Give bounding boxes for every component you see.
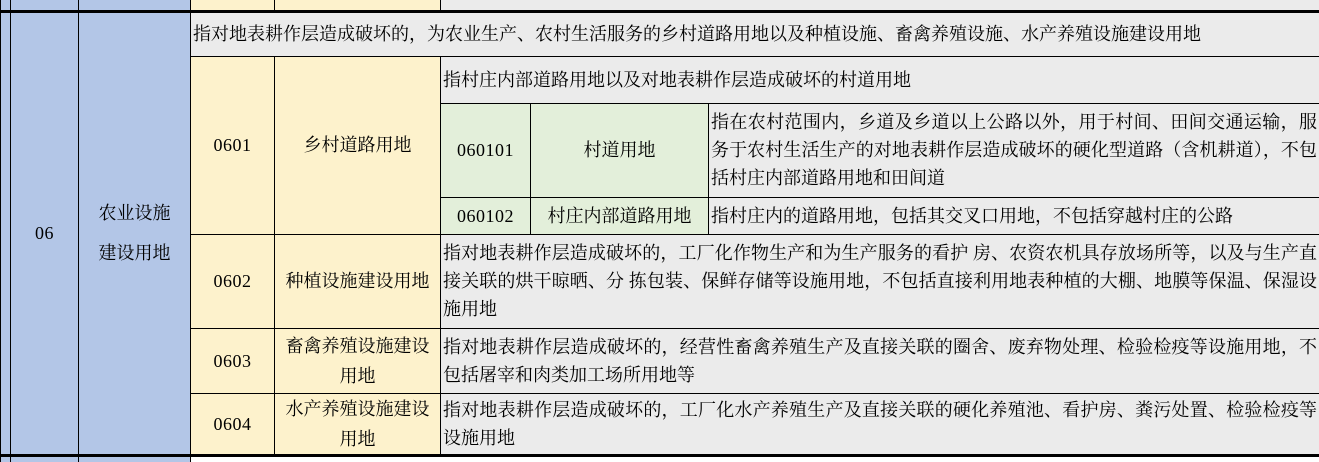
margin-cell [1, 11, 11, 455]
code-cell-060101: 060101 [441, 103, 531, 197]
partial-cell [275, 0, 441, 11]
description-cell-060102: 指村庄内的道路用地，包括其交叉口用地，不包括穿越村庄的公路 [709, 197, 1319, 234]
partial-cell [1, 0, 11, 11]
code-cell-060102: 060102 [441, 197, 531, 234]
code-cell-0602: 0602 [191, 234, 275, 328]
name-cell-0601: 乡村道路用地 [275, 56, 441, 234]
table-row [1, 0, 1319, 11]
code-cell-0601: 0601 [191, 56, 275, 234]
description-cell-0601: 指村庄内部道路用地以及对地表耕作层造成破坏的村道用地 [441, 56, 1319, 103]
name-cell-0603: 畜禽养殖设施建设用地 [275, 328, 441, 393]
description-cell-0602: 指对地表耕作层造成破坏的，工厂化作物生产和为生产服务的看护 房、农资农机具存放场所等，以及与生产直接关联的烘干晾晒、分 拣包装、保鲜存储等设施用地，不包括直接利用地表种植的大棚、地膜等保温、保湿设施用地 [441, 234, 1319, 328]
partial-cell [191, 0, 275, 11]
partial-cell [11, 0, 79, 11]
table-row [1, 234, 1319, 328]
name-cell-060101: 村道用地 [531, 103, 709, 197]
table-row [1, 455, 1319, 462]
partial-cell [11, 455, 79, 462]
code-cell-06: 06 [11, 11, 79, 455]
description-cell-060101: 指在农村范围内，乡道及乡道以上公路以外，用于村间、田间交通运输，服务于农村生活生产的对地表耕作层造成破坏的硬化型道路（含机耕道），不包括村庄内部道路用地和田间道 [709, 103, 1319, 197]
code-cell-0604: 0604 [191, 393, 275, 455]
name-cell-060102: 村庄内部道路用地 [531, 197, 709, 234]
table-row [1, 11, 1319, 56]
description-cell-0604: 指对地表耕作层造成破坏的，工厂化水产养殖生产及直接关联的硬化养殖池、看护房、粪污处置、检验检疫等设施用地 [441, 393, 1319, 455]
partial-cell [79, 0, 191, 11]
description-cell-0603: 指对地表耕作层造成破坏的，经营性畜禽养殖生产及直接关联的圈舍、废弃物处理、检验检疫等设施用地，不包括屠宰和肉类加工场所用地等 [441, 328, 1319, 393]
description-cell-06: 指对地表耕作层造成破坏的，为农业生产、农村生活服务的乡村道路用地以及种植设施、畜禽养殖设施、水产养殖设施建设用地 [191, 11, 1319, 56]
partial-cell [191, 455, 1319, 462]
name-cell-0604: 水产养殖设施建设用地 [275, 393, 441, 455]
table-row [1, 393, 1319, 455]
partial-cell [79, 455, 191, 462]
partial-cell [441, 0, 1319, 11]
partial-cell [1, 455, 11, 462]
name-cell-06 [79, 11, 191, 455]
table-row [1, 56, 1319, 103]
code-cell-0603: 0603 [191, 328, 275, 393]
name-label: 农业设施建设用地 [98, 203, 171, 263]
table-row [1, 328, 1319, 393]
name-cell-0602: 种植设施建设用地 [275, 234, 441, 328]
